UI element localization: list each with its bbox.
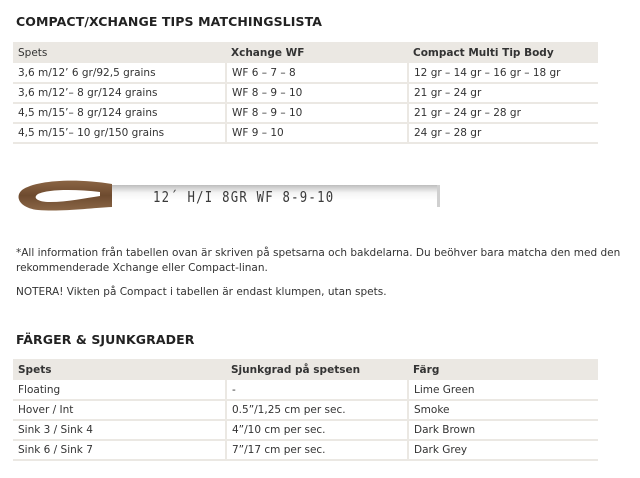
table-row (13, 440, 598, 460)
table-row (13, 83, 598, 103)
line-tip-label: 12´ H/I 8GR WF 8-9-10 (153, 188, 335, 206)
column-header-farg: Färg (408, 359, 598, 380)
cell-spets: 4,5 m/15’– 10 gr/150 grains (13, 123, 226, 143)
cell-spets: 3,6 m/12’ 6 gr/92,5 grains (13, 63, 226, 83)
table-row (13, 63, 598, 83)
cell-farg: Lime Green (408, 380, 598, 400)
cell-spets: Sink 3 / Sink 4 (13, 420, 226, 440)
cell-sjunkgrad: 0.5”/1,25 cm per sec. (226, 400, 408, 420)
cell-sjunkgrad: 4”/10 cm per sec. (226, 420, 408, 440)
cell-xchange-wf: WF 8 – 9 – 10 (226, 83, 408, 103)
table-header-row (13, 359, 598, 380)
cell-farg: Dark Brown (408, 420, 598, 440)
cell-xchange-wf: WF 8 – 9 – 10 (226, 103, 408, 123)
column-header-spets: Spets (13, 359, 226, 380)
table-header-row (13, 42, 598, 63)
table-row (13, 380, 598, 400)
info-note: *All information från tabellen ovan är skriven på spetsarna och bakdelarna. Du beöhver bara matcha den med den rekommenderade Xchange eller Compact-linan. (16, 247, 621, 274)
cell-compact-body: 21 gr – 24 gr – 28 gr (408, 103, 598, 123)
cell-compact-body: 12 gr – 14 gr – 16 gr – 18 gr (408, 63, 598, 83)
cell-farg: Smoke (408, 400, 598, 420)
matching-table (13, 42, 598, 144)
table-row (13, 400, 598, 420)
cell-sjunkgrad: 7”/17 cm per sec. (226, 440, 408, 460)
cell-compact-body: 21 gr – 24 gr (408, 83, 598, 103)
cell-spets: Sink 6 / Sink 7 (13, 440, 226, 460)
column-header-compact-multi-tip-body: Compact Multi Tip Body (408, 42, 598, 63)
section-heading-farger-sjunkgrader: FÄRGER & SJUNKGRADER (16, 332, 195, 347)
loop-icon (19, 181, 112, 211)
cell-farg: Dark Grey (408, 440, 598, 460)
table-row (13, 420, 598, 440)
colors-sink-rates-table (13, 359, 598, 461)
table-row (13, 103, 598, 123)
column-header-spets: Spets (13, 42, 226, 63)
cell-spets: 3,6 m/12’– 8 gr/124 grains (13, 83, 226, 103)
cell-spets: Hover / Int (13, 400, 226, 420)
column-header-xchange-wf: Xchange WF (226, 42, 408, 63)
table-row (13, 123, 598, 143)
cell-spets: 4,5 m/15’– 8 gr/124 grains (13, 103, 226, 123)
section-heading-matchingslista: COMPACT/XCHANGE TIPS MATCHINGSLISTA (16, 14, 323, 29)
cell-sjunkgrad: - (226, 380, 408, 400)
weight-notice: NOTERA! Vikten på Compact i tabellen är endast klumpen, utan spets. (16, 286, 387, 298)
cell-compact-body: 24 gr – 28 gr (408, 123, 598, 143)
cell-spets: Floating (13, 380, 226, 400)
cell-xchange-wf: WF 6 – 7 – 8 (226, 63, 408, 83)
cell-xchange-wf: WF 9 – 10 (226, 123, 408, 143)
column-header-sjunkgrad: Sjunkgrad på spetsen (226, 359, 408, 380)
